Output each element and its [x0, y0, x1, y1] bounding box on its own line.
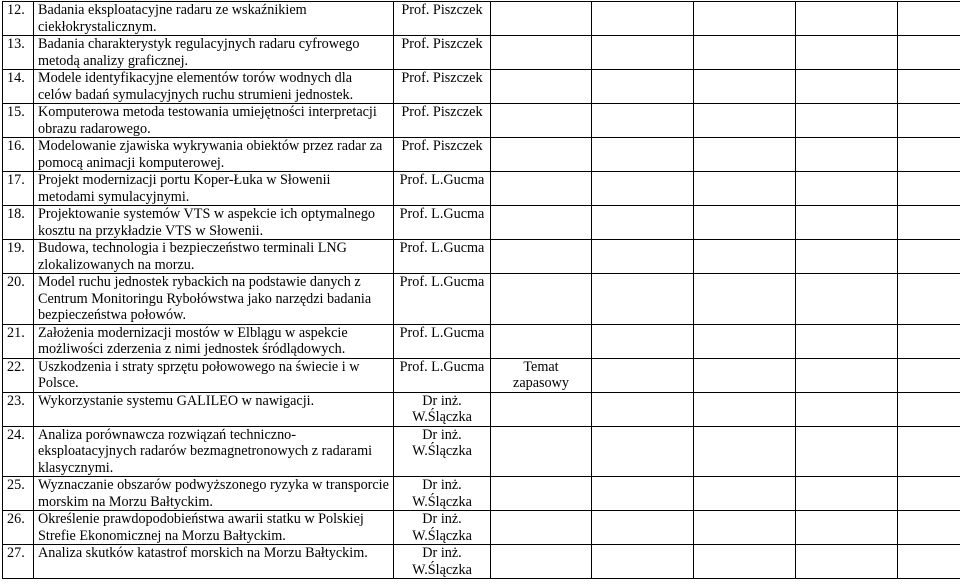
empty-cell — [898, 70, 960, 104]
topic-title: Budowa, technologia i bezpieczeństwo terminali LNG zlokalizowanych na morzu. — [34, 240, 394, 274]
row-number: 19. — [3, 240, 34, 274]
empty-cell — [796, 358, 898, 392]
table-row — [3, 240, 960, 274]
row-number: 21. — [3, 324, 34, 358]
empty-cell — [592, 240, 694, 274]
empty-cell — [694, 511, 796, 545]
topic-title: Projektowanie systemów VTS w aspekcie ich optymalnego kosztu na przykładzie VTS w Słowenii. — [34, 206, 394, 240]
empty-cell — [592, 545, 694, 579]
empty-cell — [796, 104, 898, 138]
empty-cell — [592, 477, 694, 511]
empty-cell — [694, 477, 796, 511]
empty-cell — [898, 104, 960, 138]
empty-cell — [592, 511, 694, 545]
empty-cell — [796, 392, 898, 426]
empty-cell — [898, 477, 960, 511]
supervisor: Dr inż. W.Ślączka — [394, 545, 491, 579]
table-row — [3, 392, 960, 426]
empty-cell — [898, 172, 960, 206]
empty-cell — [898, 324, 960, 358]
empty-cell — [592, 426, 694, 477]
supervisor: Dr inż. W.Ślączka — [394, 426, 491, 477]
topic-title: Wykorzystanie systemu GALILEO w nawigacji. — [34, 392, 394, 426]
empty-cell — [592, 2, 694, 36]
supervisor: Prof. Piszczek — [394, 2, 491, 36]
table-row — [3, 358, 960, 392]
supervisor: Prof. L.Gucma — [394, 358, 491, 392]
note — [491, 240, 592, 274]
table-row — [3, 2, 960, 36]
note — [491, 36, 592, 70]
empty-cell — [592, 172, 694, 206]
table-row — [3, 138, 960, 172]
empty-cell — [592, 392, 694, 426]
supervisor: Prof. L.Gucma — [394, 324, 491, 358]
empty-cell — [796, 70, 898, 104]
supervisor: Prof. L.Gucma — [394, 206, 491, 240]
note — [491, 172, 592, 206]
empty-cell — [694, 274, 796, 325]
note — [491, 392, 592, 426]
row-number: 20. — [3, 274, 34, 325]
topic-title: Komputerowa metoda testowania umiejętności interpretacji obrazu radarowego. — [34, 104, 394, 138]
table-row — [3, 545, 960, 579]
empty-cell — [898, 138, 960, 172]
note — [491, 426, 592, 477]
row-number: 24. — [3, 426, 34, 477]
supervisor: Prof. L.Gucma — [394, 240, 491, 274]
empty-cell — [694, 240, 796, 274]
topic-title: Modele identyfikacyjne elementów torów wodnych dla celów badań symulacyjnych ruchu strumieni jednostek. — [34, 70, 394, 104]
empty-cell — [694, 70, 796, 104]
empty-cell — [694, 358, 796, 392]
supervisor: Dr inż. W.Ślączka — [394, 392, 491, 426]
note — [491, 2, 592, 36]
empty-cell — [898, 274, 960, 325]
note — [491, 274, 592, 325]
supervisor: Dr inż. W.Ślączka — [394, 477, 491, 511]
empty-cell — [898, 358, 960, 392]
row-number: 15. — [3, 104, 34, 138]
topic-title: Założenia modernizacji mostów w Elblągu w aspekcie możliwości zderzenia z nimi jednostek śródlądowych. — [34, 324, 394, 358]
empty-cell — [694, 392, 796, 426]
topic-title: Model ruchu jednostek rybackich na podstawie danych z Centrum Monitoringu Rybołówstwa jako narzędzi badania bezpieczeństwa połowów. — [34, 274, 394, 325]
row-number: 13. — [3, 36, 34, 70]
note: Temat zapasowy — [491, 358, 592, 392]
supervisor: Prof. Piszczek — [394, 138, 491, 172]
row-number: 12. — [3, 2, 34, 36]
supervisor: Dr inż. W.Ślączka — [394, 511, 491, 545]
table-row — [3, 36, 960, 70]
note — [491, 138, 592, 172]
topic-title: Określenie prawdopodobieństwa awarii statku w Polskiej Strefie Ekonomicznej na Morzu Bałtyckim. — [34, 511, 394, 545]
empty-cell — [898, 426, 960, 477]
empty-cell — [694, 545, 796, 579]
topic-title: Wyznaczanie obszarów podwyższonego ryzyka w transporcie morskim na Morzu Bałtyckim. — [34, 477, 394, 511]
topic-title: Analiza skutków katastrof morskich na Morzu Bałtyckim. — [34, 545, 394, 579]
empty-cell — [694, 172, 796, 206]
empty-cell — [796, 477, 898, 511]
topic-title: Uszkodzenia i straty sprzętu połowowego na świecie i w Polsce. — [34, 358, 394, 392]
row-number: 14. — [3, 70, 34, 104]
empty-cell — [796, 511, 898, 545]
empty-cell — [592, 358, 694, 392]
row-number: 26. — [3, 511, 34, 545]
empty-cell — [796, 324, 898, 358]
empty-cell — [898, 206, 960, 240]
empty-cell — [898, 511, 960, 545]
empty-cell — [592, 36, 694, 70]
empty-cell — [694, 138, 796, 172]
empty-cell — [694, 426, 796, 477]
empty-cell — [694, 324, 796, 358]
table-body — [3, 2, 960, 579]
note — [491, 70, 592, 104]
empty-cell — [898, 545, 960, 579]
empty-cell — [694, 36, 796, 70]
empty-cell — [592, 324, 694, 358]
topic-title: Projekt modernizacji portu Koper-Łuka w Słowenii metodami symulacyjnymi. — [34, 172, 394, 206]
note — [491, 104, 592, 138]
table-row — [3, 206, 960, 240]
row-number: 16. — [3, 138, 34, 172]
empty-cell — [796, 138, 898, 172]
table-row — [3, 426, 960, 477]
empty-cell — [796, 545, 898, 579]
table-row — [3, 172, 960, 206]
thesis-topics-table — [2, 1, 960, 579]
table-row — [3, 324, 960, 358]
supervisor: Prof. Piszczek — [394, 70, 491, 104]
table-row — [3, 274, 960, 325]
topic-title: Badania eksploatacyjne radaru ze wskaźnikiem ciekłokrystalicznym. — [34, 2, 394, 36]
empty-cell — [796, 240, 898, 274]
empty-cell — [898, 36, 960, 70]
empty-cell — [796, 426, 898, 477]
empty-cell — [898, 240, 960, 274]
empty-cell — [592, 274, 694, 325]
table-row — [3, 104, 960, 138]
row-number: 18. — [3, 206, 34, 240]
note — [491, 511, 592, 545]
note — [491, 324, 592, 358]
supervisor: Prof. L.Gucma — [394, 172, 491, 206]
note — [491, 477, 592, 511]
supervisor: Prof. Piszczek — [394, 36, 491, 70]
empty-cell — [694, 206, 796, 240]
empty-cell — [694, 2, 796, 36]
empty-cell — [796, 36, 898, 70]
empty-cell — [592, 138, 694, 172]
table-row — [3, 511, 960, 545]
table-row — [3, 477, 960, 511]
empty-cell — [898, 2, 960, 36]
topic-title: Badania charakterystyk regulacyjnych radaru cyfrowego metodą analizy graficznej. — [34, 36, 394, 70]
supervisor: Prof. L.Gucma — [394, 274, 491, 325]
empty-cell — [592, 206, 694, 240]
topic-title: Analiza porównawcza rozwiązań techniczno-eksploatacyjnych radarów bezmagnetronowych z radarami klasycznymi. — [34, 426, 394, 477]
row-number: 22. — [3, 358, 34, 392]
note — [491, 545, 592, 579]
topic-title: Modelowanie zjawiska wykrywania obiektów przez radar za pomocą animacji komputerowej. — [34, 138, 394, 172]
supervisor: Prof. Piszczek — [394, 104, 491, 138]
row-number: 27. — [3, 545, 34, 579]
empty-cell — [796, 2, 898, 36]
empty-cell — [796, 274, 898, 325]
empty-cell — [694, 104, 796, 138]
empty-cell — [898, 392, 960, 426]
row-number: 23. — [3, 392, 34, 426]
empty-cell — [592, 70, 694, 104]
row-number: 25. — [3, 477, 34, 511]
note — [491, 206, 592, 240]
empty-cell — [796, 172, 898, 206]
empty-cell — [796, 206, 898, 240]
table-row — [3, 70, 960, 104]
empty-cell — [592, 104, 694, 138]
row-number: 17. — [3, 172, 34, 206]
